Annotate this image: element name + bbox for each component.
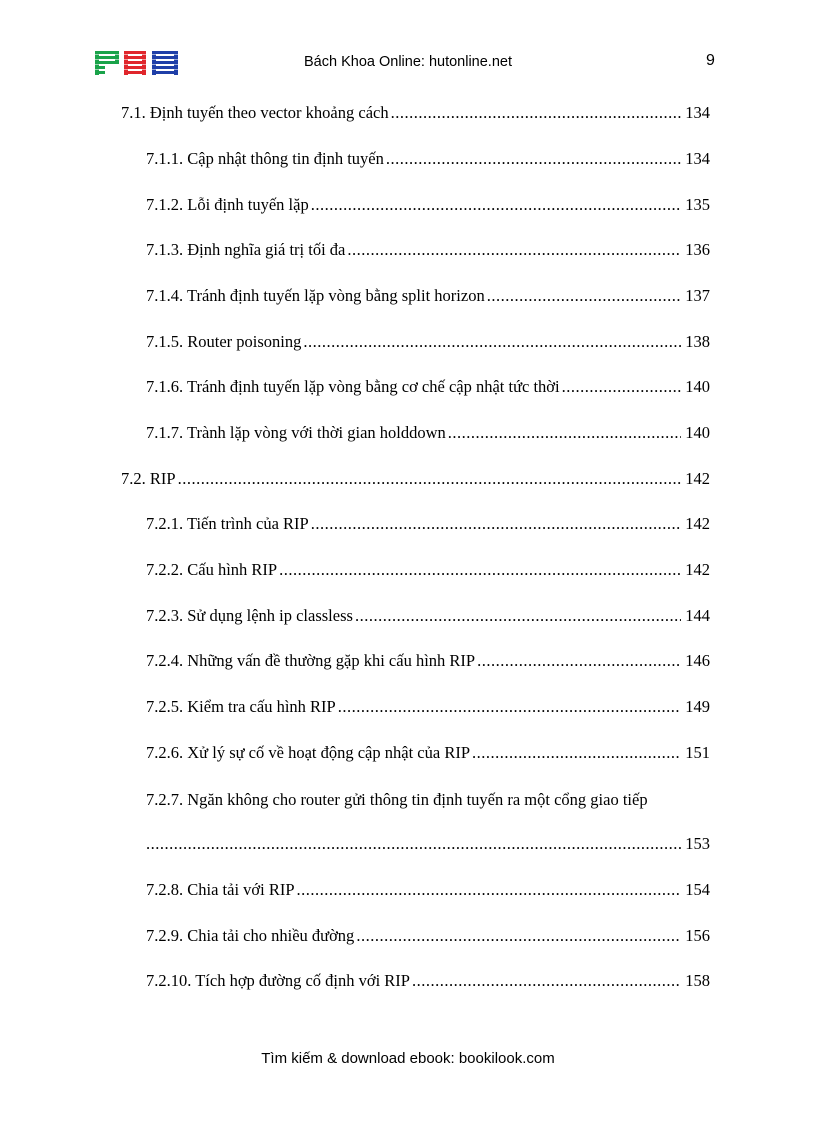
toc-entry-page: 135 <box>685 195 710 214</box>
toc-entry-page: 144 <box>685 606 710 625</box>
toc-leader <box>386 149 681 169</box>
toc-entry-title: 7.2.10. Tích hợp đường cố định với RIP <box>146 971 410 990</box>
toc-entry[interactable] <box>146 377 710 401</box>
toc-entry[interactable] <box>146 926 710 950</box>
toc-entry-page: 158 <box>685 971 710 990</box>
toc-entry-title: 7.1.2. Lỗi định tuyến lặp <box>146 195 309 214</box>
toc-entry-title: 7.1.1. Cập nhật thông tin định tuyến <box>146 149 384 168</box>
toc-entry-title: 7.2.6. Xử lý sự cố về hoạt động cập nhật của RIP <box>146 743 470 762</box>
toc-entry-title: 7.2.5. Kiểm tra cấu hình RIP <box>146 697 336 716</box>
toc-leader <box>347 240 681 260</box>
header-title: Bách Khoa Online: hutonline.net <box>304 54 512 70</box>
toc-entry-title: 7.1.5. Router poisoning <box>146 332 302 351</box>
toc-entry-title: 7.1.3. Định nghĩa giá trị tối đa <box>146 240 346 259</box>
toc-entry[interactable] <box>146 332 710 356</box>
toc-leader <box>297 880 682 900</box>
toc-entry[interactable] <box>146 651 710 675</box>
toc-entry[interactable] <box>146 743 710 767</box>
toc-leader <box>412 971 681 991</box>
toc-entry[interactable] <box>121 103 710 127</box>
toc-entry-title: 7.2.4. Những vấn đề thường gặp khi cấu hình RIP <box>146 651 476 670</box>
toc-entry-page: 146 <box>685 651 710 670</box>
toc-entry-page: 140 <box>685 377 710 396</box>
toc-leader <box>311 514 682 534</box>
toc-entry-title: 7.2. RIP <box>121 469 176 488</box>
toc-entry-page: 134 <box>685 103 710 122</box>
toc-leader <box>391 103 682 123</box>
toc-entry-page: 153 <box>685 834 710 853</box>
toc-entry-page: 156 <box>685 926 710 945</box>
toc-leader <box>477 651 681 671</box>
toc-leader <box>472 743 681 763</box>
toc-entry-page: 142 <box>685 469 710 488</box>
page-number: 9 <box>706 52 715 69</box>
toc-entry[interactable] <box>146 697 710 721</box>
toc-leader <box>562 377 682 397</box>
toc-entry-page: 136 <box>685 240 710 259</box>
toc-leader <box>146 834 681 854</box>
toc-leader <box>487 286 682 306</box>
toc-entry[interactable] <box>121 469 710 493</box>
toc-leader <box>338 697 682 717</box>
toc-entry-page: 134 <box>685 149 710 168</box>
toc-entry-page: 149 <box>685 697 710 716</box>
toc-entry-title: 7.2.3. Sử dụng lệnh ip classless <box>146 606 353 625</box>
toc-entry-page: 138 <box>685 332 710 351</box>
toc-leader <box>355 606 681 626</box>
page-footer: Tìm kiếm & download ebook: bookilook.com <box>261 1050 555 1067</box>
toc-entry[interactable] <box>146 880 710 904</box>
toc-leader <box>178 469 682 489</box>
toc-entry[interactable] <box>146 971 710 995</box>
toc-entry-title: 7.2.1. Tiến trình của RIP <box>146 514 309 533</box>
toc-entry[interactable] <box>146 514 710 538</box>
toc-entry-title: 7.1.7. Trành lặp vòng với thời gian holddown <box>146 423 446 442</box>
toc-entry[interactable] <box>146 240 710 264</box>
toc-entry-page: 151 <box>685 743 710 762</box>
toc-entry-title: 7.1.6. Tránh định tuyến lặp vòng bằng cơ chế cập nhật tức thời <box>146 377 560 396</box>
toc-entry-page: 142 <box>685 514 710 533</box>
toc-entry[interactable] <box>146 149 710 173</box>
toc-entry-title: 7.2.2. Cấu hình RIP <box>146 560 278 579</box>
toc-leader <box>279 560 681 580</box>
toc-entry[interactable] <box>146 606 710 630</box>
toc-leader <box>311 195 682 215</box>
toc-entry-title: 7.2.9. Chia tải cho nhiều đường <box>146 926 355 945</box>
toc-entry-title: 7.1. Định tuyến theo vector khoảng cách <box>121 103 389 122</box>
toc-entry-title: 7.1.4. Tránh định tuyến lặp vòng bằng split horizon <box>146 286 485 305</box>
toc-entry-continuation[interactable] <box>146 834 710 858</box>
toc-entry-title: 7.2.8. Chia tải với RIP <box>146 880 295 899</box>
toc-leader <box>448 423 681 443</box>
page-header <box>0 46 816 80</box>
toc-entry-page: 142 <box>685 560 710 579</box>
toc-entry[interactable] <box>146 195 710 219</box>
toc-entry[interactable] <box>146 286 710 310</box>
toc-entry[interactable] <box>146 423 710 447</box>
toc-leader <box>356 926 681 946</box>
toc-entry-title-wrapped[interactable]: 7.2.7. Ngăn không cho router gửi thông tin định tuyến ra một cổng giao tiếp <box>146 790 648 809</box>
toc-entry-page: 154 <box>685 880 710 899</box>
toc-entry[interactable] <box>146 560 710 584</box>
toc-entry-page: 140 <box>685 423 710 442</box>
toc-leader <box>303 332 681 352</box>
toc-entry-page: 137 <box>685 286 710 305</box>
